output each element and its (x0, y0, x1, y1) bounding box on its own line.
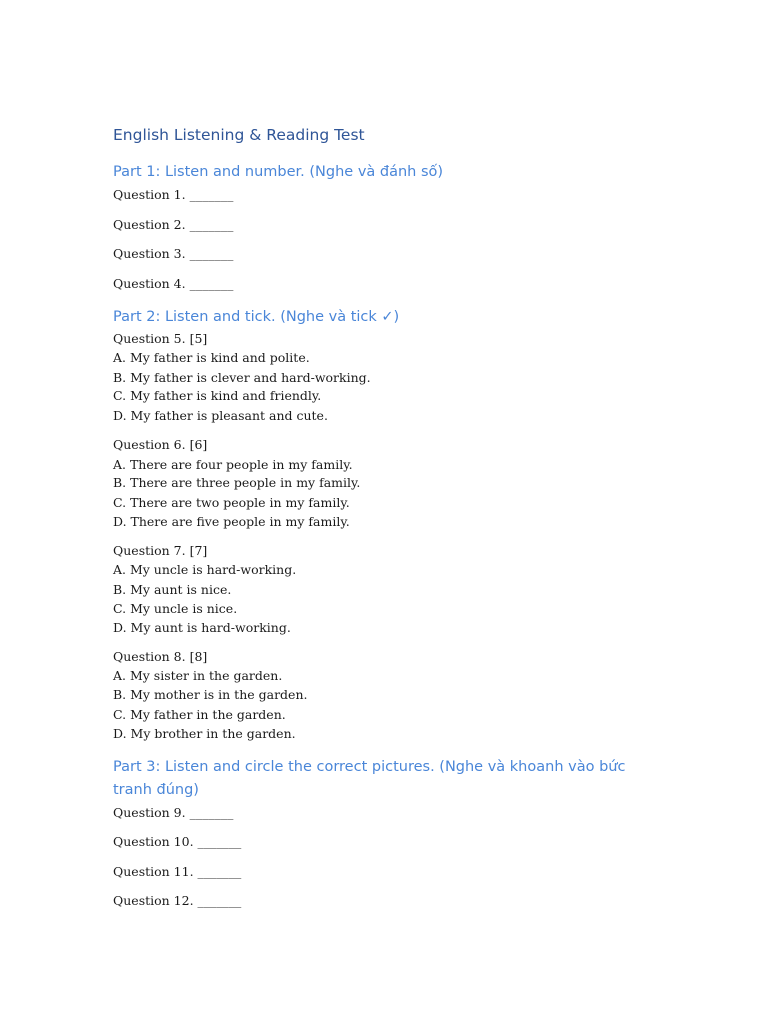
part2-heading: Part 2: Listen and tick. (Nghe và tick ✓) (113, 309, 400, 325)
part3-question-9: Question 9. _______ (113, 805, 234, 820)
part1-question-4: Question 4. _______ (113, 276, 234, 291)
question-8-option-d: D. My brother in the garden. (113, 726, 296, 741)
question-6-option-a: A. There are four people in my family. (113, 457, 353, 472)
question-6-option-c: C. There are two people in my family. (113, 495, 350, 510)
question-5-option-a: A. My father is kind and polite. (113, 350, 310, 365)
part1-question-1: Question 1. _______ (113, 187, 234, 202)
part1-question-3: Question 3. _______ (113, 246, 234, 261)
part3-question-10: Question 10. _______ (113, 834, 242, 849)
question-6-option-d: D. There are five people in my family. (113, 514, 350, 529)
question-8-option-c: C. My father in the garden. (113, 707, 286, 722)
question-7-option-a: A. My uncle is hard-working. (113, 562, 297, 577)
part3-question-11: Question 11. _______ (113, 864, 242, 879)
question-8-option-b: B. My mother is in the garden. (113, 687, 308, 702)
question-6-label: Question 6. [6] (113, 437, 208, 452)
question-5-label: Question 5. [5] (113, 331, 208, 346)
part3-question-12: Question 12. _______ (113, 893, 242, 908)
question-8-label: Question 8. [8] (113, 649, 208, 664)
question-7-option-d: D. My aunt is hard-working. (113, 620, 291, 635)
question-5-option-c: C. My father is kind and friendly. (113, 388, 322, 403)
question-7-option-b: B. My aunt is nice. (113, 582, 232, 597)
part3-heading: Part 3: Listen and circle the correct pictures. (Nghe và khoanh vào bức tranh đúng) (113, 759, 626, 798)
question-7-label: Question 7. [7] (113, 543, 208, 558)
question-7-option-c: C. My uncle is nice. (113, 601, 238, 616)
part1-heading: Part 1: Listen and number. (Nghe và đánh số) (113, 164, 444, 180)
question-8-option-a: A. My sister in the garden. (113, 668, 283, 683)
document-title: English Listening & Reading Test (113, 126, 365, 144)
part1-question-2: Question 2. _______ (113, 217, 234, 232)
question-5-option-b: B. My father is clever and hard-working. (113, 370, 371, 385)
question-6-option-b: B. There are three people in my family. (113, 475, 361, 490)
question-5-option-d: D. My father is pleasant and cute. (113, 408, 328, 423)
